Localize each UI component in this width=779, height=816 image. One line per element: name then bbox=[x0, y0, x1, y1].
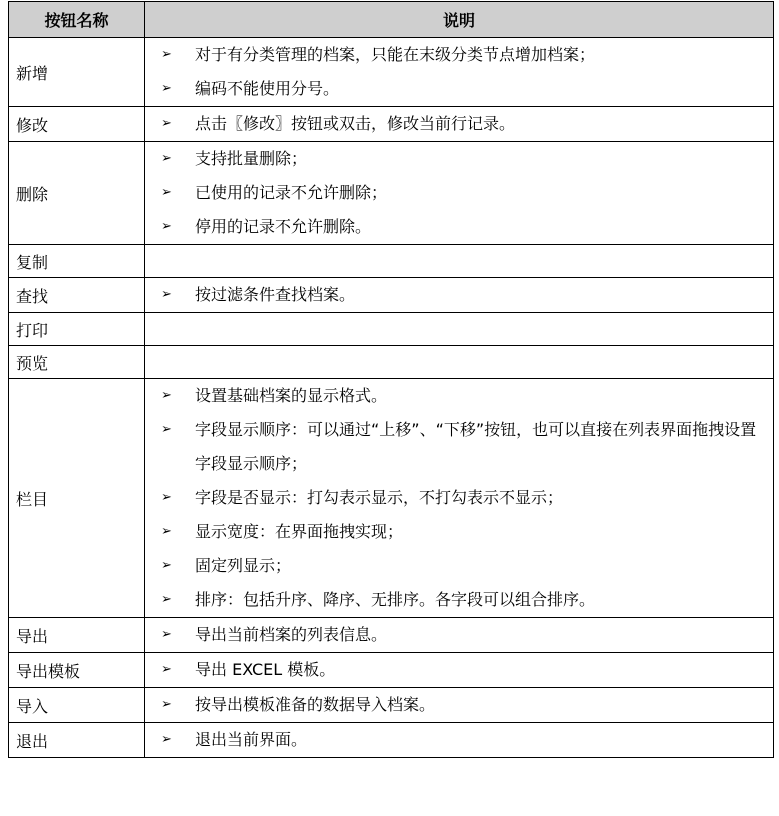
description-item bbox=[145, 210, 773, 244]
table-row bbox=[9, 653, 774, 688]
description-cell bbox=[145, 313, 774, 346]
description-text: 已使用的记录不允许删除； bbox=[195, 183, 388, 202]
table-row bbox=[9, 38, 774, 107]
description-text: 导出当前档案的列表信息。 bbox=[195, 625, 388, 644]
arrow-bullet-icon: ➢ bbox=[161, 185, 172, 200]
description-text: 显示宽度：在界面拖拽实现； bbox=[195, 522, 404, 541]
description-text: 按导出模板准备的数据导入档案。 bbox=[195, 695, 436, 714]
description-text: 退出当前界面。 bbox=[195, 730, 308, 749]
description-item bbox=[145, 618, 773, 652]
description-cell bbox=[145, 688, 774, 723]
description-text: 固定列显示； bbox=[195, 556, 292, 575]
button-name-cell: 新增 bbox=[9, 38, 145, 107]
description-cell bbox=[145, 245, 774, 278]
table-row bbox=[9, 278, 774, 313]
arrow-bullet-icon: ➢ bbox=[161, 151, 172, 166]
arrow-bullet-icon: ➢ bbox=[161, 219, 172, 234]
button-name-cell: 复制 bbox=[9, 245, 145, 278]
button-name-cell: 删除 bbox=[9, 142, 145, 245]
button-name-cell: 导出 bbox=[9, 618, 145, 653]
description-cell bbox=[145, 723, 774, 758]
description-item bbox=[145, 653, 773, 687]
description-cell bbox=[145, 379, 774, 618]
description-item bbox=[145, 413, 773, 481]
arrow-bullet-icon: ➢ bbox=[161, 47, 172, 62]
button-name-cell: 栏目 bbox=[9, 379, 145, 618]
arrow-bullet-icon: ➢ bbox=[161, 592, 172, 607]
button-name-cell: 退出 bbox=[9, 723, 145, 758]
description-item bbox=[145, 481, 773, 515]
arrow-bullet-icon: ➢ bbox=[161, 81, 172, 96]
description-item bbox=[145, 723, 773, 757]
description-text: 字段是否显示：打勾表示显示，不打勾表示不显示； bbox=[195, 488, 564, 507]
description-item bbox=[145, 38, 773, 72]
description-cell bbox=[145, 142, 774, 245]
table-row bbox=[9, 107, 774, 142]
arrow-bullet-icon: ➢ bbox=[161, 524, 172, 539]
description-item bbox=[145, 142, 773, 176]
arrow-bullet-icon: ➢ bbox=[161, 697, 172, 712]
description-text: 编码不能使用分号。 bbox=[195, 79, 340, 98]
description-item bbox=[145, 278, 773, 312]
description-item bbox=[145, 176, 773, 210]
description-cell bbox=[145, 346, 774, 379]
description-cell bbox=[145, 38, 774, 107]
button-name-cell: 查找 bbox=[9, 278, 145, 313]
description-text: 停用的记录不允许删除。 bbox=[195, 217, 372, 236]
description-item bbox=[145, 688, 773, 722]
button-description-table bbox=[8, 1, 774, 758]
button-name-cell: 打印 bbox=[9, 313, 145, 346]
description-cell bbox=[145, 618, 774, 653]
table-row bbox=[9, 379, 774, 618]
table-row bbox=[9, 346, 774, 379]
description-cell bbox=[145, 653, 774, 688]
description-item bbox=[145, 515, 773, 549]
table-row bbox=[9, 245, 774, 278]
arrow-bullet-icon: ➢ bbox=[161, 388, 172, 403]
arrow-bullet-icon: ➢ bbox=[161, 490, 172, 505]
button-name-cell: 预览 bbox=[9, 346, 145, 379]
description-text: 支持批量删除； bbox=[195, 149, 308, 168]
header-description: 说明 bbox=[145, 2, 774, 38]
description-text: 字段显示顺序：可以通过“上移”、“下移”按钮，也可以直接在列表界面拖拽设置字段显示顺序； bbox=[195, 420, 757, 473]
arrow-bullet-icon: ➢ bbox=[161, 422, 172, 437]
table-body bbox=[9, 38, 774, 758]
description-item bbox=[145, 107, 773, 141]
description-cell bbox=[145, 278, 774, 313]
button-name-cell: 修改 bbox=[9, 107, 145, 142]
description-text: 按过滤条件查找档案。 bbox=[195, 285, 356, 304]
button-name-cell: 导出模板 bbox=[9, 653, 145, 688]
arrow-bullet-icon: ➢ bbox=[161, 732, 172, 747]
description-item bbox=[145, 379, 773, 413]
arrow-bullet-icon: ➢ bbox=[161, 287, 172, 302]
description-item bbox=[145, 549, 773, 583]
table-row bbox=[9, 618, 774, 653]
description-cell bbox=[145, 107, 774, 142]
description-text: 排序：包括升序、降序、无排序。各字段可以组合排序。 bbox=[195, 590, 596, 609]
table-row bbox=[9, 313, 774, 346]
button-name-cell: 导入 bbox=[9, 688, 145, 723]
description-text: 点击〖修改〗按钮或双击，修改当前行记录。 bbox=[195, 114, 516, 133]
table-header-row bbox=[9, 2, 774, 38]
table-row bbox=[9, 688, 774, 723]
arrow-bullet-icon: ➢ bbox=[161, 116, 172, 131]
description-item bbox=[145, 583, 773, 617]
header-button-name: 按钮名称 bbox=[9, 2, 145, 38]
arrow-bullet-icon: ➢ bbox=[161, 627, 172, 642]
arrow-bullet-icon: ➢ bbox=[161, 558, 172, 573]
table-row bbox=[9, 142, 774, 245]
table-row bbox=[9, 723, 774, 758]
description-text: 导出 EXCEL 模板。 bbox=[195, 660, 336, 679]
arrow-bullet-icon: ➢ bbox=[161, 662, 172, 677]
description-text: 对于有分类管理的档案，只能在末级分类节点增加档案； bbox=[195, 45, 596, 64]
description-item bbox=[145, 72, 773, 106]
description-text: 设置基础档案的显示格式。 bbox=[195, 386, 388, 405]
